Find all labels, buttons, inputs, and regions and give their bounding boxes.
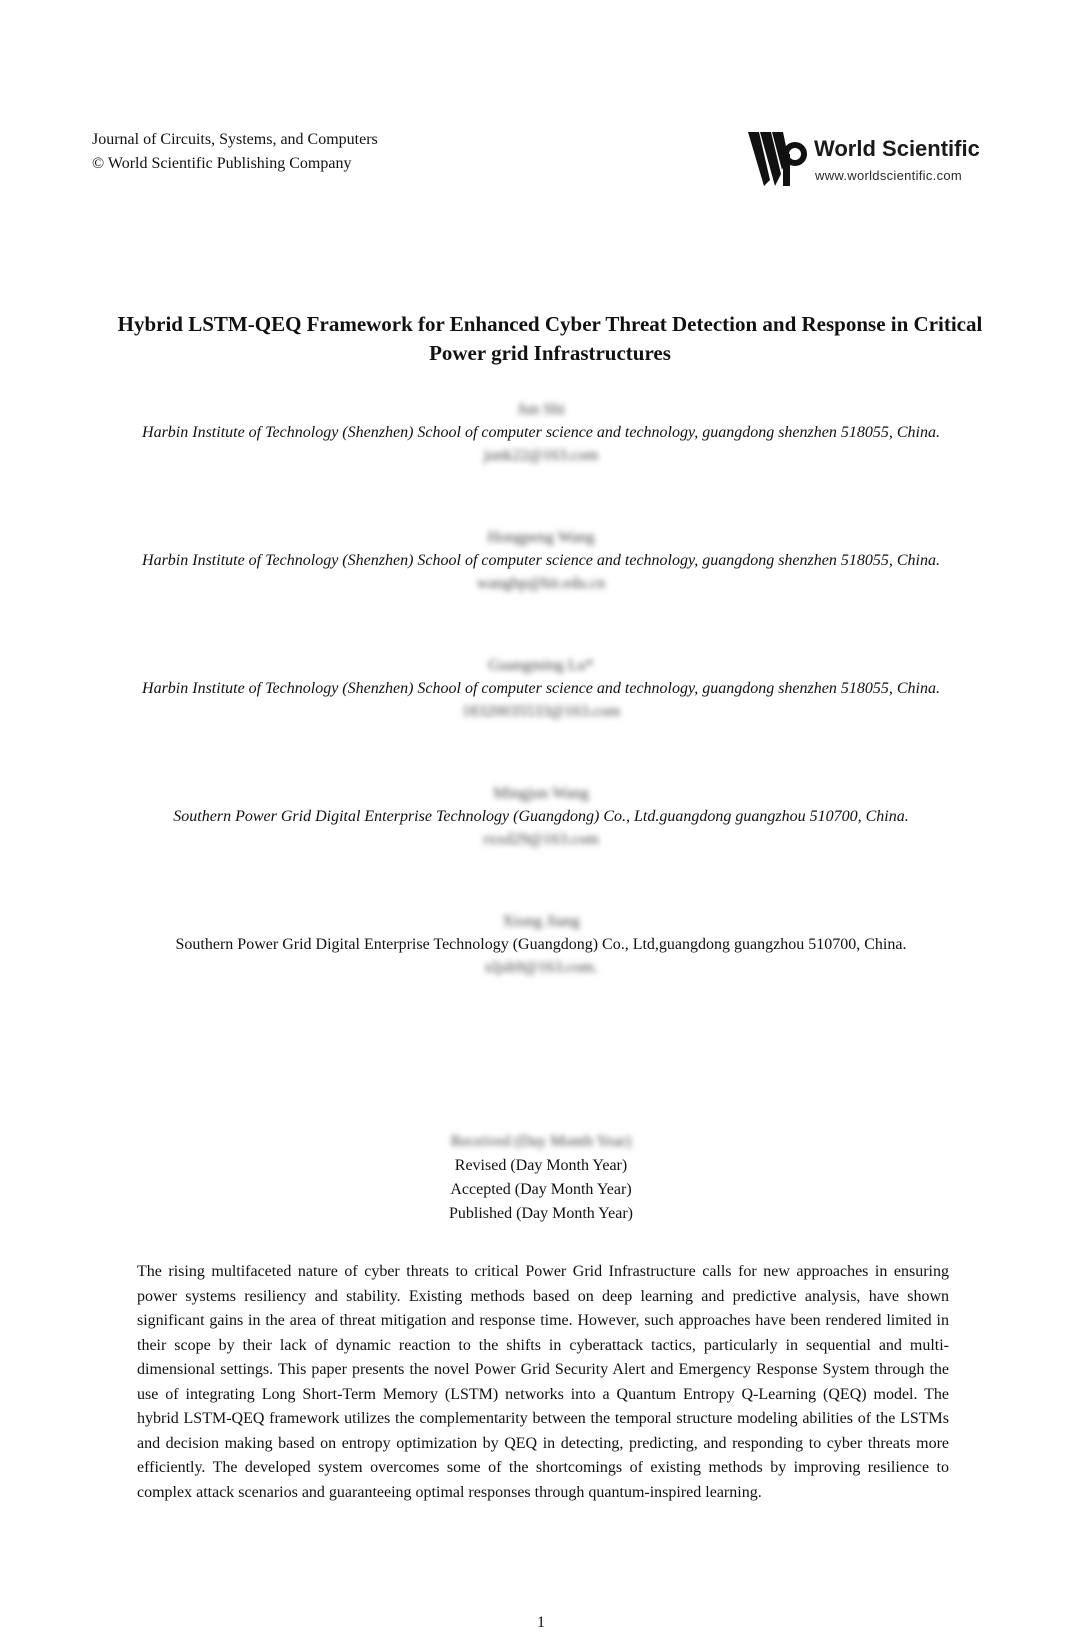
author-affiliation: Harbin Institute of Technology (Shenzhen) School of computer science and technology, guangdong shenzhen 518055, China. [142, 552, 940, 569]
accepted-date: Accepted (Day Month Year) [450, 1181, 632, 1198]
paper-title: Hybrid LSTM-QEQ Framework for Enhanced Cyber Threat Detection and Response in Critical Power grid Infrastructures [117, 312, 983, 365]
author-affiliation: Harbin Institute of Technology (Shenzhen) School of computer science and technology, guangdong shenzhen 518055, China. [142, 680, 940, 697]
author-name: Hongpeng Wang [487, 529, 595, 546]
world-scientific-logo-icon [748, 130, 810, 188]
author-name: Mingjun Wang [493, 785, 589, 802]
abstract: The rising multifaceted nature of cyber threats to critical Power Grid Infrastructure calls for new approaches in ensuring power systems resiliency and stability. Existing methods based on deep learning and predictive analysis, have shown significant gains in the area of threat mitigation and response time. However, such approaches have been rendered limited in their scope by their lack of dynamic reaction to the shifts in cyberattack tactics, particularly in sequential and multi-dimensional settings. This paper presents the novel Power Grid Security Alert and Emergency Response System through the use of integrating Long Short-Term Memory (LSTM) networks into a Quantum Entropy Q-Learning (QEQ) model. The hybrid LSTM-QEQ framework utilizes the complementarity between the temporal structure modeling abilities of the LSTMs and decision making based on entropy optimization by QEQ in detecting, predicting, and responding to cyber threats more efficiently. The developed system overcomes some of the shortcomings of existing methods by improving resilience to complex attack scenarios and guaranteeing optimal responses through quantum-inspired learning. [137, 1263, 949, 1501]
author-email: xljsh9@163.com. [484, 959, 598, 976]
published-date: Published (Day Month Year) [449, 1205, 633, 1222]
journal-header [92, 128, 378, 176]
journal-name: Journal of Circuits, Systems, and Computers [92, 131, 378, 148]
copyright-line: © World Scientific Publishing Company [92, 155, 352, 172]
submission-dates [300, 1130, 782, 1226]
author-affiliation: Southern Power Grid Digital Enterprise Technology (Guangdong) Co., Ltd.guangdong guangzhou 510700, China. [173, 808, 909, 825]
author-name: Xiong Jiang [502, 913, 580, 930]
author-email: rxxd29@163.com [483, 831, 599, 848]
author-email: wanghp@hit.edu.cn [476, 575, 606, 592]
page-number: 1 [537, 1614, 545, 1631]
logo-url: www.worldscientific.com [815, 168, 963, 183]
revised-date: Revised (Day Month Year) [454, 1157, 628, 1174]
author-email: junk22@163.com [483, 447, 599, 464]
logo-name: World Scientific [814, 136, 980, 161]
publisher-logo [748, 130, 998, 190]
author-email: 18320035533@163.com [461, 703, 621, 720]
author-name: Guangming Lu* [488, 657, 594, 674]
author-1 [100, 398, 982, 467]
author-4 [100, 782, 982, 851]
author-affiliation: Southern Power Grid Digital Enterprise Technology (Guangdong) Co., Ltd,guangdong guangzhou 510700, China. [175, 936, 907, 953]
author-affiliation: Harbin Institute of Technology (Shenzhen) School of computer science and technology, guangdong shenzhen 518055, China. [142, 424, 940, 441]
author-5 [100, 910, 982, 979]
received-date: Received (Day Month Year) [450, 1133, 632, 1150]
author-name: Jun Shi [517, 401, 565, 418]
author-3 [100, 654, 982, 723]
author-2 [100, 526, 982, 595]
